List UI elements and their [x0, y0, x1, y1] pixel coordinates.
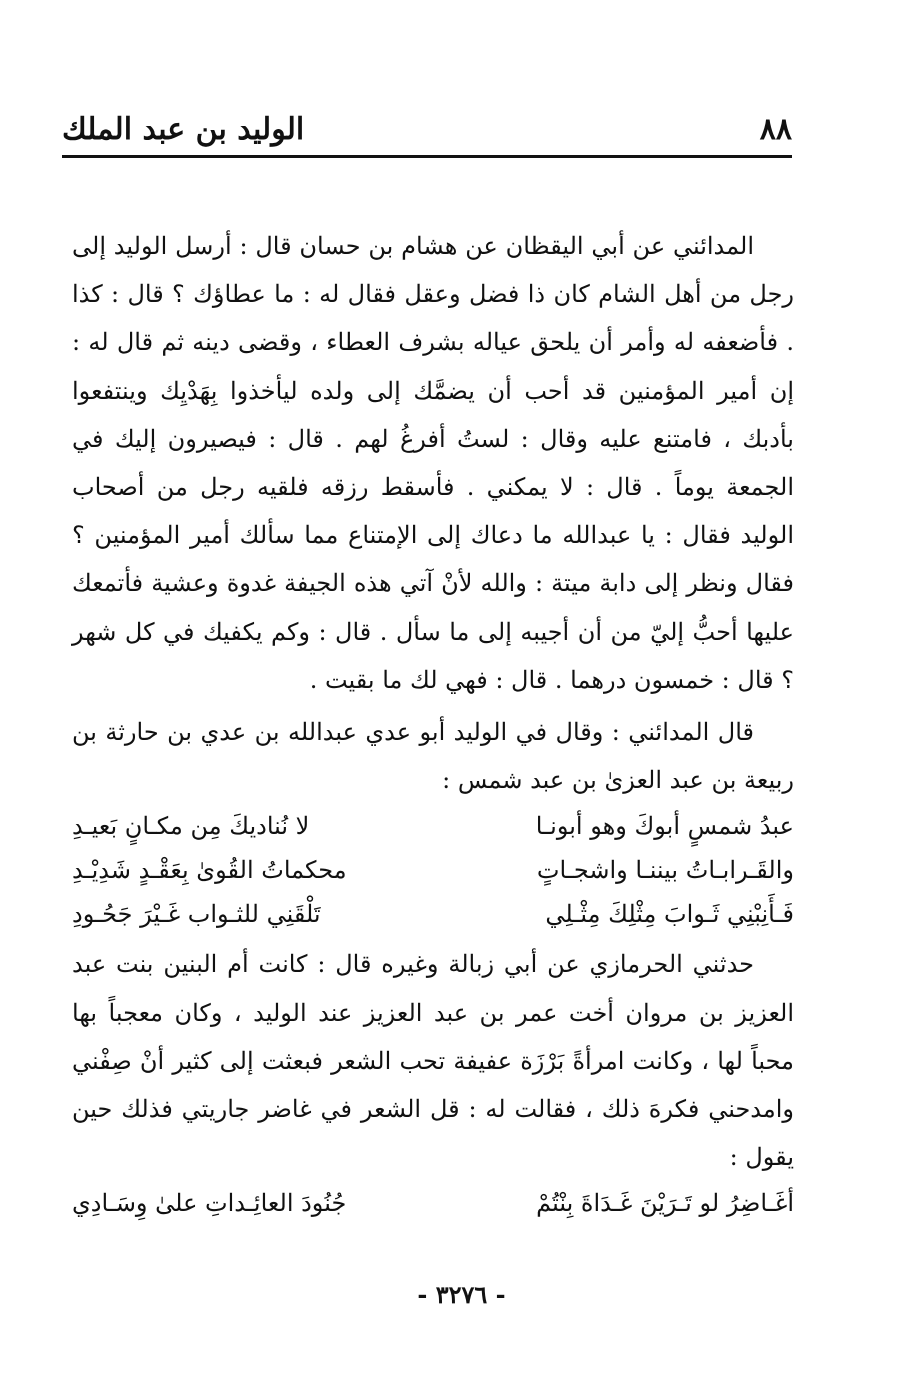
verse-line	[72, 804, 794, 848]
page-header	[62, 108, 792, 154]
paragraph-hirmazi-story: حدثني الحرمازي عن أبي زبالة وغيره قال : كانت أم البنين بنت عبد العزيز بن مروان أخت عمر بن عبد العزيز عند الوليد ، وكان معجباً بها محباً لها ، وكانت امرأةً بَرْزَة عفيفة تحب الشعر فبعثت إلى كثير أنْ صِفْني وامدحني فكرهَ ذلك ، فقالت له : قل الشعر في غاضر جاريتي فذلك حين يقول :	[72, 950, 794, 1172]
paragraph-poem-intro: قال المدائني : وقال في الوليد أبو عدي عبدالله بن عدي بن حارثة بن ربيعة بن عبد العزىٰ بن عبد شمس :	[72, 718, 794, 795]
page-number: ٨٨	[759, 112, 792, 147]
verse-second-hemistich: محكماتُ القُوىٰ بِعَقْـدٍ شَدِيْـدِ	[72, 856, 347, 885]
poem-abu-adi	[72, 804, 794, 936]
poem-kuthayyir	[72, 1181, 794, 1225]
verse-second-hemistich: تَلْقَنِي للثـواب غَـيْرَ جَحُـودِ	[72, 900, 321, 929]
verse-second-hemistich: لا نُناديكَ مِن مكـانٍ بَعيـدِ	[72, 812, 310, 841]
verse-first-hemistich: والقَـرابـاتُ بيننـا واشجـاتٍ	[536, 856, 794, 885]
verse-line	[72, 848, 794, 892]
verse-second-hemistich: جُنُودَ العائِـداتِ علىٰ وِسَـادِي	[72, 1189, 347, 1218]
page-body	[72, 222, 794, 1225]
page-footer-number: - ٣٢٧٦ -	[417, 1280, 506, 1309]
verse-first-hemistich: أغَـاضِرُ لو تَـرَيْنَ غَـدَاةَ بِنْتُمْ	[536, 1189, 794, 1218]
verse-first-hemistich: عبدُ شمسٍ أبوكَ وهو أبونـا	[535, 812, 794, 841]
running-title: الوليد بن عبد الملك	[62, 112, 305, 147]
verse-first-hemistich: فَـأَنِبْنِي ثَـوابَ مِثْلِكَ مِثْـلِي	[545, 900, 794, 929]
verse-line	[72, 892, 794, 936]
paragraph-madaini-story: المدائني عن أبي اليقظان عن هشام بن حسان قال : أرسل الوليد إلى رجل من أهل الشام كان ذا فضل وعقل فقال له : ما عطاؤك ؟ قال : كذا . فأضعفه له وأمر أن يلحق عياله بشرف العطاء ، وقضى دينه ثم قال له : إن أمير المؤمنين قد أحب أن يضمَّك إلى ولده ليأخذوا بِهَدْيِك وينتفعوا بأدبك ، فامتنع عليه وقال : لستُ أفرغُ لهم . قال : فيصيرون إليك في الجمعة يوماً . قال : لا يمكني . فأسقط رزقه فلقيه رجل من أصحاب الوليد فقال : يا عبدالله ما دعاك إلى الإمتناع مما سألك أمير المؤمنين ؟ فقال ونظر إلى دابة ميتة : والله لأنْ آتي هذه الجيفة غدوة وعشية فأتمعك عليها أحبُّ إليّ من أن أجيبه إلى ما سأل . قال : وكم يكفيك في كل شهر ؟ قال : خمسون درهما . قال : فهي لك ما بقيت .	[72, 232, 794, 694]
header-rule	[62, 155, 792, 158]
verse-line	[72, 1181, 794, 1225]
